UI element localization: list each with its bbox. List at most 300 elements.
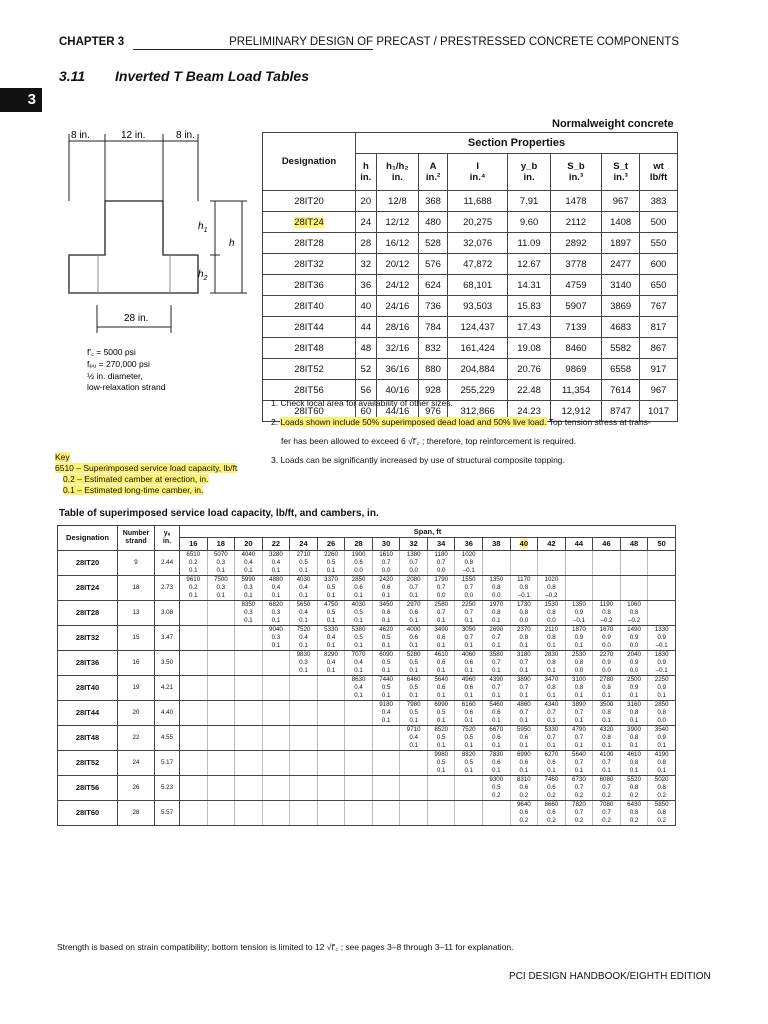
camber-cell <box>290 734 318 742</box>
props-value-cell: 12/8 <box>376 191 418 212</box>
camber-cell: 0.6 <box>538 784 566 792</box>
props-value-cell: 60 <box>356 401 377 422</box>
camber-cell <box>180 667 208 676</box>
section-title <box>59 68 309 84</box>
camber-cell: 0.5 <box>317 559 345 567</box>
camber-cell: 0.5 <box>290 559 318 567</box>
camber-cell: 0.8 <box>510 609 538 617</box>
load-cell: 6730 <box>565 776 593 785</box>
load-cell: 3500 <box>593 701 621 710</box>
load-cell <box>180 751 208 760</box>
camber-cell: –0.2 <box>593 617 621 626</box>
camber-cell: 0.1 <box>262 567 290 576</box>
load-cell: 2500 <box>620 676 648 685</box>
camber-cell <box>372 767 400 776</box>
load-cell <box>372 801 400 810</box>
chapter-subject: PRELIMINARY DESIGN OF PRECAST / PRESTRESSED CONCRETE COMPONENTS <box>229 36 679 48</box>
load-cell: 3890 <box>510 676 538 685</box>
load-cell: 6460 <box>400 676 428 685</box>
camber-cell: 0.1 <box>455 717 483 726</box>
load-cell: 7520 <box>455 726 483 735</box>
load-cell: 3160 <box>620 701 648 710</box>
props-designation-cell: 28IT44 <box>263 317 356 338</box>
props-value-cell: 2892 <box>550 233 601 254</box>
load-cell: 8350 <box>235 601 263 610</box>
span-header: 32 <box>400 538 428 551</box>
load-cell <box>345 776 373 785</box>
note-2: 2. Loads shown include 50% superimposed dead load and 50% live load. Top tension stress at trans- <box>271 417 651 427</box>
load-cell: 4030 <box>290 576 318 585</box>
props-row <box>263 338 678 359</box>
load-cell: 9040 <box>262 626 290 635</box>
dim-mid-label: 12 in. <box>121 130 146 141</box>
load-cell: 9300 <box>483 776 511 785</box>
camber-cell: 0.5 <box>427 759 455 767</box>
load-cell: 4860 <box>510 701 538 710</box>
props-value-cell: 11,354 <box>550 380 601 401</box>
props-designation-cell: 28IT28 <box>263 233 356 254</box>
load-cell: 4880 <box>262 576 290 585</box>
camber-cell: 0.2 <box>180 559 208 567</box>
load-cell: 6270 <box>538 751 566 760</box>
props-value-cell: 600 <box>640 254 678 275</box>
camber-cell: 0.6 <box>372 609 400 617</box>
camber-cell: 0.1 <box>345 592 373 601</box>
props-value-cell: 3869 <box>602 296 640 317</box>
load-table-row <box>58 626 676 635</box>
camber-cell <box>262 784 290 792</box>
camber-cell: 0.2 <box>593 817 621 826</box>
camber-cell: 0.1 <box>400 617 428 626</box>
props-value-cell: 12.67 <box>508 254 550 275</box>
chapter-label: CHAPTER 3 <box>59 36 125 48</box>
camber-cell <box>180 809 208 817</box>
camber-cell: 0.1 <box>345 692 373 701</box>
props-value-cell: 24/16 <box>376 296 418 317</box>
camber-cell <box>345 742 373 751</box>
camber-cell: 0.1 <box>372 667 400 676</box>
camber-cell <box>262 742 290 751</box>
camber-cell: 0.0 <box>510 617 538 626</box>
props-value-cell: 22.48 <box>508 380 550 401</box>
load-cell <box>235 751 263 760</box>
load-cell: 2420 <box>372 576 400 585</box>
camber-cell <box>235 809 263 817</box>
beam-name-cell: 28IT36 <box>58 651 118 676</box>
camber-cell: 0.1 <box>565 717 593 726</box>
camber-cell: 0.1 <box>510 692 538 701</box>
load-cell <box>648 551 676 560</box>
camber-cell <box>235 717 263 726</box>
load-cell <box>180 676 208 685</box>
camber-cell: 0.7 <box>565 734 593 742</box>
camber-cell: 0.8 <box>538 684 566 692</box>
camber-cell: 0.1 <box>427 692 455 701</box>
load-cell <box>317 676 345 685</box>
camber-cell: 0.1 <box>400 667 428 676</box>
note-2-highlight: Loads shown include 50% superimposed dead load and 50% live load. <box>280 417 547 427</box>
camber-cell: 0.4 <box>262 584 290 592</box>
camber-cell <box>235 767 263 776</box>
camber-cell: 0.6 <box>345 559 373 567</box>
load-cell: 1530 <box>538 601 566 610</box>
camber-cell: 0.1 <box>565 642 593 651</box>
props-value-cell: 24.23 <box>508 401 550 422</box>
camber-cell: 0.6 <box>455 684 483 692</box>
camber-cell: 0.1 <box>510 742 538 751</box>
camber-cell: 0.5 <box>427 709 455 717</box>
load-cell: 4040 <box>235 551 263 560</box>
load-cell: 8290 <box>317 651 345 660</box>
load-cell: 6670 <box>483 726 511 735</box>
camber-cell <box>565 559 593 567</box>
camber-cell <box>207 684 235 692</box>
camber-cell: 0.5 <box>400 659 428 667</box>
camber-cell: 0.1 <box>538 717 566 726</box>
load-cell: 5070 <box>207 551 235 560</box>
camber-cell <box>455 817 483 826</box>
props-value-cell: 11,688 <box>447 191 507 212</box>
camber-cell: 0.8 <box>620 784 648 792</box>
props-value-cell: 17.43 <box>508 317 550 338</box>
beam-strand-cell: 26 <box>118 776 155 801</box>
camber-cell <box>317 792 345 801</box>
camber-cell: 0.6 <box>510 784 538 792</box>
load-cell: 9980 <box>427 751 455 760</box>
camber-cell: 0.1 <box>510 642 538 651</box>
camber-cell <box>427 784 455 792</box>
camber-cell <box>620 584 648 592</box>
camber-cell: 0.1 <box>648 692 676 701</box>
camber-cell: 0.6 <box>455 659 483 667</box>
camber-cell: 0.1 <box>372 642 400 651</box>
beam-name-cell: 28IT52 <box>58 751 118 776</box>
load-cell <box>593 576 621 585</box>
camber-cell: 0.1 <box>455 642 483 651</box>
load-cell <box>290 726 318 735</box>
section-properties-table <box>262 132 678 422</box>
camber-cell: 0.7 <box>565 809 593 817</box>
load-cell: 1380 <box>400 551 428 560</box>
camber-cell: 0.6 <box>483 709 511 717</box>
beam-strand-cell: 24 <box>118 751 155 776</box>
camber-cell: 0.2 <box>593 792 621 801</box>
camber-cell <box>207 634 235 642</box>
load-cell: 3450 <box>372 601 400 610</box>
load-cell: 4340 <box>538 701 566 710</box>
load-cell <box>262 651 290 660</box>
load-cell: 1550 <box>455 576 483 585</box>
camber-cell: 0.3 <box>262 609 290 617</box>
camber-cell: 0.6 <box>455 709 483 717</box>
camber-cell: 0.4 <box>345 684 373 692</box>
camber-cell: 0.1 <box>180 567 208 576</box>
camber-cell: 0.1 <box>262 617 290 626</box>
camber-cell <box>317 759 345 767</box>
camber-cell: 0.5 <box>427 734 455 742</box>
load-cell: 6090 <box>372 651 400 660</box>
camber-cell <box>207 767 235 776</box>
beam-strand-cell: 28 <box>118 801 155 826</box>
camber-cell <box>180 659 208 667</box>
load-table-row <box>58 651 676 660</box>
camber-cell <box>345 709 373 717</box>
camber-cell <box>235 759 263 767</box>
load-cell <box>455 801 483 810</box>
props-value-cell: 20 <box>356 191 377 212</box>
camber-cell <box>483 567 511 576</box>
load-table-title: Table of superimposed service load capacity, lb/ft, and cambers, in. <box>59 508 379 519</box>
load-cell: 3280 <box>262 551 290 560</box>
load-cell <box>207 701 235 710</box>
camber-cell <box>455 784 483 792</box>
camber-cell: 0.1 <box>648 767 676 776</box>
props-value-cell: 68,101 <box>447 275 507 296</box>
camber-cell: 0.0 <box>538 617 566 626</box>
load-cell: 3890 <box>565 701 593 710</box>
load-cell: 5850 <box>648 801 676 810</box>
camber-cell: –0.1 <box>455 567 483 576</box>
load-cell: 7070 <box>345 651 373 660</box>
camber-cell: 0.8 <box>565 659 593 667</box>
props-value-cell: 48 <box>356 338 377 359</box>
camber-cell: 0.0 <box>593 642 621 651</box>
camber-cell: 0.1 <box>235 567 263 576</box>
camber-cell <box>565 592 593 601</box>
h2-label: $h_2$ <box>198 269 208 282</box>
load-cell: 1490 <box>620 626 648 635</box>
load-cell: 2850 <box>648 701 676 710</box>
camber-cell: 0.1 <box>372 692 400 701</box>
camber-cell <box>372 784 400 792</box>
load-table-row <box>58 801 676 810</box>
camber-cell: 0.8 <box>648 709 676 717</box>
load-cell <box>345 726 373 735</box>
camber-cell: 0.1 <box>455 692 483 701</box>
load-cell <box>648 601 676 610</box>
load-cell: 7440 <box>372 676 400 685</box>
load-cell <box>207 626 235 635</box>
load-cell: 2080 <box>400 576 428 585</box>
camber-cell: 0.6 <box>510 734 538 742</box>
camber-cell: 0.7 <box>483 634 511 642</box>
load-cell: 6820 <box>262 601 290 610</box>
camber-cell: 0.3 <box>235 609 263 617</box>
props-value-cell: 9.60 <box>508 212 550 233</box>
props-value-cell: 480 <box>419 212 448 233</box>
camber-cell <box>235 684 263 692</box>
load-cell: 2530 <box>565 651 593 660</box>
lt-header-strand: Number strand <box>118 526 155 551</box>
camber-cell: 0.4 <box>290 634 318 642</box>
load-cell: 6510 <box>180 551 208 560</box>
camber-cell <box>290 684 318 692</box>
load-cell: 5280 <box>400 651 428 660</box>
camber-cell <box>180 634 208 642</box>
camber-cell: 0.5 <box>455 759 483 767</box>
camber-cell: 0.1 <box>648 742 676 751</box>
camber-cell <box>290 767 318 776</box>
camber-cell <box>207 792 235 801</box>
camber-cell: 0.1 <box>207 567 235 576</box>
camber-cell: 0.1 <box>290 617 318 626</box>
camber-cell: 0.6 <box>538 809 566 817</box>
camber-cell <box>345 734 373 742</box>
props-value-cell: 15.83 <box>508 296 550 317</box>
span-header: 34 <box>427 538 455 551</box>
camber-cell: 0.5 <box>372 659 400 667</box>
camber-cell: 0.5 <box>372 634 400 642</box>
load-cell: 1190 <box>593 601 621 610</box>
props-value-cell: 967 <box>640 380 678 401</box>
load-cell <box>372 726 400 735</box>
props-value-cell: 967 <box>602 191 640 212</box>
camber-cell <box>262 709 290 717</box>
camber-cell: 0.7 <box>593 809 621 817</box>
camber-cell: 0.6 <box>427 684 455 692</box>
camber-cell: 0.6 <box>483 759 511 767</box>
load-cell: 2040 <box>620 651 648 660</box>
props-value-cell: 44 <box>356 317 377 338</box>
camber-cell: 0.1 <box>400 717 428 726</box>
props-value-cell: 20/12 <box>376 254 418 275</box>
camber-cell: 0.1 <box>235 592 263 601</box>
load-cell: 1350 <box>565 601 593 610</box>
fpu-label: fₚᵤ = 270,000 psi <box>87 359 150 369</box>
load-cell: 7080 <box>593 801 621 810</box>
camber-cell: 0.0 <box>400 567 428 576</box>
load-cell: 1060 <box>620 601 648 610</box>
camber-cell <box>180 734 208 742</box>
load-table-row <box>58 726 676 735</box>
camber-cell: 0.1 <box>620 767 648 776</box>
props-designation-cell: 28IT52 <box>263 359 356 380</box>
camber-cell: 0.9 <box>648 634 676 642</box>
load-cell <box>262 701 290 710</box>
props-value-cell: 2477 <box>602 254 640 275</box>
camber-cell <box>317 734 345 742</box>
props-value-cell: 550 <box>640 233 678 254</box>
key-legend <box>55 452 237 496</box>
camber-cell: 0.1 <box>483 642 511 651</box>
camber-cell: 0.6 <box>345 584 373 592</box>
load-cell <box>262 726 290 735</box>
camber-cell: 0.1 <box>538 642 566 651</box>
camber-cell: 0.8 <box>620 609 648 617</box>
camber-cell: 0.3 <box>262 634 290 642</box>
camber-cell <box>483 559 511 567</box>
camber-cell: 0.7 <box>593 784 621 792</box>
beam-name-cell: 28IT40 <box>58 676 118 701</box>
load-cell <box>235 676 263 685</box>
camber-cell <box>648 584 676 592</box>
load-cell: 4390 <box>483 676 511 685</box>
camber-cell: 0.0 <box>483 592 511 601</box>
load-cell: 4320 <box>593 726 621 735</box>
span-header: 50 <box>648 538 676 551</box>
props-value-cell: 1408 <box>602 212 640 233</box>
camber-cell: 0.4 <box>317 634 345 642</box>
props-value-cell: 14.31 <box>508 275 550 296</box>
camber-cell: 0.2 <box>510 792 538 801</box>
camber-cell <box>180 692 208 701</box>
camber-cell: 0.6 <box>372 584 400 592</box>
load-cell: 1610 <box>372 551 400 560</box>
load-cell: 3050 <box>455 626 483 635</box>
key-line-1: 6510 – Superimposed service load capacity, lb/ft <box>55 463 238 473</box>
camber-cell <box>262 767 290 776</box>
camber-cell: 0.2 <box>565 792 593 801</box>
props-header-4: I in.⁴ <box>447 154 507 191</box>
camber-cell: 0.1 <box>317 667 345 676</box>
camber-cell: 0.7 <box>483 659 511 667</box>
camber-cell: 0.1 <box>565 742 593 751</box>
camber-cell: 0.3 <box>207 559 235 567</box>
section-number: 3.11 <box>59 68 86 84</box>
camber-cell: 0.4 <box>290 584 318 592</box>
camber-cell: 0.8 <box>593 684 621 692</box>
camber-cell <box>207 642 235 651</box>
camber-cell <box>235 642 263 651</box>
camber-cell <box>262 817 290 826</box>
camber-cell <box>235 817 263 826</box>
camber-cell: 0.1 <box>620 717 648 726</box>
props-value-cell: 767 <box>640 296 678 317</box>
camber-cell <box>180 792 208 801</box>
props-value-cell: 880 <box>419 359 448 380</box>
camber-cell: 0.1 <box>510 717 538 726</box>
camber-cell <box>207 817 235 826</box>
props-value-cell: 928 <box>419 380 448 401</box>
camber-cell <box>262 667 290 676</box>
props-header-5: y_b in. <box>508 154 550 191</box>
camber-cell: 0.7 <box>427 584 455 592</box>
props-value-cell: 24 <box>356 212 377 233</box>
beam-ys-cell: 3.08 <box>155 601 180 626</box>
camber-cell: 0.7 <box>565 709 593 717</box>
camber-cell: 0.1 <box>565 767 593 776</box>
load-cell <box>262 676 290 685</box>
props-row <box>263 296 678 317</box>
camber-cell <box>345 784 373 792</box>
lt-header-ys: yₛ in. <box>155 526 180 551</box>
camber-cell: 0.8 <box>620 734 648 742</box>
load-cell: 5650 <box>290 601 318 610</box>
camber-cell: 0.1 <box>510 767 538 776</box>
camber-cell: 0.2 <box>180 584 208 592</box>
load-cell <box>483 551 511 560</box>
props-value-cell: 20,275 <box>447 212 507 233</box>
props-designation-cell: 28IT48 <box>263 338 356 359</box>
camber-cell: 0.1 <box>317 592 345 601</box>
camber-cell <box>180 717 208 726</box>
camber-cell: 0.7 <box>372 559 400 567</box>
camber-cell: 0.4 <box>235 559 263 567</box>
camber-cell: 0.8 <box>620 809 648 817</box>
load-cell: 4000 <box>400 626 428 635</box>
camber-cell <box>400 784 428 792</box>
camber-cell <box>345 817 373 826</box>
span-header: 46 <box>593 538 621 551</box>
camber-cell <box>235 634 263 642</box>
camber-cell <box>648 559 676 567</box>
camber-cell: 0.1 <box>290 642 318 651</box>
camber-cell: 0.1 <box>262 642 290 651</box>
camber-cell: 0.6 <box>483 734 511 742</box>
camber-cell: –0.1 <box>565 617 593 626</box>
load-cell: 1180 <box>427 551 455 560</box>
camber-cell <box>207 667 235 676</box>
